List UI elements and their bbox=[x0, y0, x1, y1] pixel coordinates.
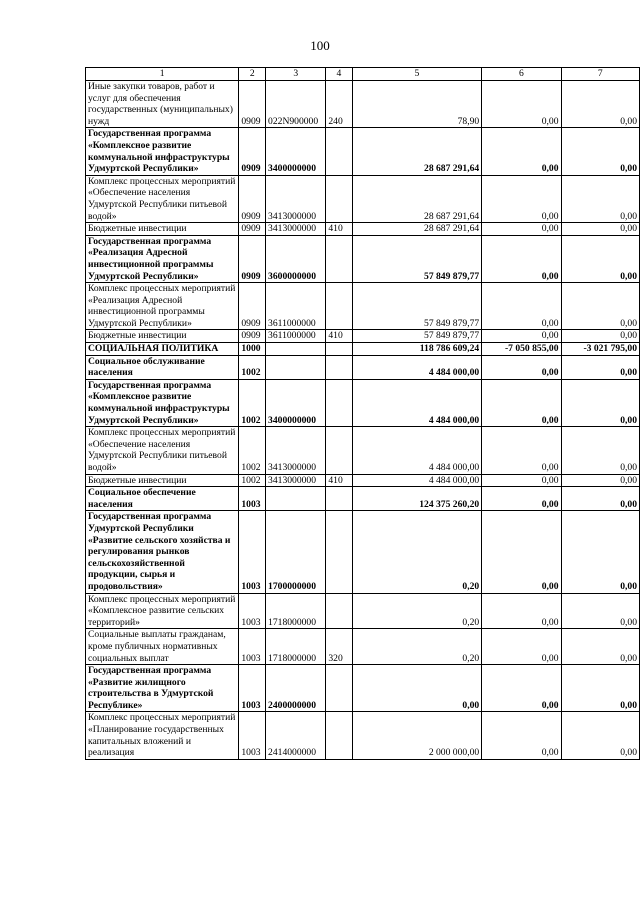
amount-cell: 0,20 bbox=[352, 511, 482, 593]
amount-cell: 0,00 bbox=[482, 128, 561, 175]
section-code-cell: 1002 bbox=[239, 355, 266, 379]
header-cell: 4 bbox=[326, 68, 352, 81]
header-cell: 3 bbox=[266, 68, 326, 81]
header-cell: 6 bbox=[482, 68, 561, 81]
item-name-cell: Комплекс процессных мероприятий «Реализация Адресной инвестиционной программы Удмуртской Республики» bbox=[86, 283, 239, 330]
amount-cell: 0,00 bbox=[482, 593, 561, 629]
section-code-cell: 0909 bbox=[239, 235, 266, 282]
amount-cell: 0,00 bbox=[482, 474, 561, 487]
target-article-cell: 1700000000 bbox=[266, 511, 326, 593]
target-article-cell: 3600000000 bbox=[266, 235, 326, 282]
table-row bbox=[86, 175, 640, 222]
amount-cell: 0,00 bbox=[561, 487, 639, 511]
amount-cell: 0,00 bbox=[561, 330, 639, 343]
item-name-cell: Комплекс процессных мероприятий «Обеспечение населения Удмуртской Республики питьевой водой» bbox=[86, 427, 239, 474]
amount-cell: 57 849 879,77 bbox=[352, 235, 482, 282]
target-article-cell bbox=[266, 343, 326, 356]
item-name-cell: Социальные выплаты гражданам, кроме публичных нормативных социальных выплат bbox=[86, 629, 239, 665]
table-row bbox=[86, 283, 640, 330]
amount-cell: 0,00 bbox=[561, 427, 639, 474]
item-name-cell: Государственная программа Удмуртской Республики «Развитие сельского хозяйства и регулирования рынков сельскохозяйственной продукции, сырья и продовольствия» bbox=[86, 511, 239, 593]
expense-type-cell bbox=[326, 379, 352, 426]
amount-cell: 0,00 bbox=[482, 665, 561, 712]
target-article-cell: 3413000000 bbox=[266, 175, 326, 222]
target-article-cell: 3413000000 bbox=[266, 223, 326, 236]
section-code-cell: 0909 bbox=[239, 330, 266, 343]
expense-type-cell bbox=[326, 665, 352, 712]
item-name-cell: Комплекс процессных мероприятий «Комплексное развитие сельских территорий» bbox=[86, 593, 239, 629]
amount-cell: 4 484 000,00 bbox=[352, 474, 482, 487]
amount-cell: 0,00 bbox=[482, 283, 561, 330]
expense-type-cell: 410 bbox=[326, 330, 352, 343]
amount-cell: -7 050 855,00 bbox=[482, 343, 561, 356]
expense-type-cell bbox=[326, 283, 352, 330]
amount-cell: 2 000 000,00 bbox=[352, 712, 482, 759]
target-article-cell: 1718000000 bbox=[266, 629, 326, 665]
expense-type-cell bbox=[326, 511, 352, 593]
section-code-cell: 0909 bbox=[239, 223, 266, 236]
amount-cell: 124 375 260,20 bbox=[352, 487, 482, 511]
table-row bbox=[86, 223, 640, 236]
expense-type-cell bbox=[326, 712, 352, 759]
table-row bbox=[86, 128, 640, 175]
table-row bbox=[86, 355, 640, 379]
header-cell: 2 bbox=[239, 68, 266, 81]
section-code-cell: 1003 bbox=[239, 629, 266, 665]
table-header-row bbox=[86, 68, 640, 81]
amount-cell: 0,00 bbox=[482, 81, 561, 128]
target-article-cell: 3413000000 bbox=[266, 474, 326, 487]
item-name-cell: СОЦИАЛЬНАЯ ПОЛИТИКА bbox=[86, 343, 239, 356]
item-name-cell: Бюджетные инвестиции bbox=[86, 223, 239, 236]
amount-cell: 118 786 609,24 bbox=[352, 343, 482, 356]
amount-cell: 0,00 bbox=[482, 379, 561, 426]
amount-cell: 0,00 bbox=[561, 128, 639, 175]
section-code-cell: 1003 bbox=[239, 511, 266, 593]
item-name-cell: Комплекс процессных мероприятий «Планирование государственных капитальных вложений и реализация bbox=[86, 712, 239, 759]
section-code-cell: 1003 bbox=[239, 712, 266, 759]
amount-cell: 0,00 bbox=[561, 665, 639, 712]
amount-cell: 0,00 bbox=[482, 629, 561, 665]
section-code-cell: 1000 bbox=[239, 343, 266, 356]
target-article-cell: 3413000000 bbox=[266, 427, 326, 474]
target-article-cell bbox=[266, 355, 326, 379]
amount-cell: 0,00 bbox=[561, 223, 639, 236]
amount-cell: 0,00 bbox=[352, 665, 482, 712]
target-article-cell: 022N900000 bbox=[266, 81, 326, 128]
target-article-cell bbox=[266, 487, 326, 511]
table-row bbox=[86, 712, 640, 759]
amount-cell: 0,00 bbox=[561, 593, 639, 629]
target-article-cell: 3611000000 bbox=[266, 283, 326, 330]
amount-cell: 0,00 bbox=[482, 427, 561, 474]
expense-type-cell bbox=[326, 427, 352, 474]
page-number: 100 bbox=[310, 38, 330, 53]
amount-cell: 0,00 bbox=[561, 355, 639, 379]
amount-cell: 57 849 879,77 bbox=[352, 330, 482, 343]
amount-cell: 0,00 bbox=[482, 235, 561, 282]
amount-cell: 28 687 291,64 bbox=[352, 223, 482, 236]
expense-type-cell: 320 bbox=[326, 629, 352, 665]
table-row bbox=[86, 665, 640, 712]
amount-cell: -3 021 795,00 bbox=[561, 343, 639, 356]
section-code-cell: 1002 bbox=[239, 427, 266, 474]
amount-cell: 0,00 bbox=[561, 511, 639, 593]
item-name-cell: Комплекс процессных мероприятий «Обеспечение населения Удмуртской Республики питьевой водой» bbox=[86, 175, 239, 222]
header-cell: 1 bbox=[86, 68, 239, 81]
section-code-cell: 1002 bbox=[239, 474, 266, 487]
table-row bbox=[86, 593, 640, 629]
amount-cell: 0,20 bbox=[352, 629, 482, 665]
item-name-cell: Социальное обслуживание населения bbox=[86, 355, 239, 379]
amount-cell: 0,00 bbox=[482, 223, 561, 236]
item-name-cell: Государственная программа «Комплексное развитие коммунальной инфраструктуры Удмуртской Республики» bbox=[86, 379, 239, 426]
item-name-cell: Государственная программа «Реализация Адресной инвестиционной программы Удмуртской Республики» bbox=[86, 235, 239, 282]
item-name-cell: Бюджетные инвестиции bbox=[86, 330, 239, 343]
header-cell: 5 bbox=[352, 68, 482, 81]
amount-cell: 0,00 bbox=[561, 712, 639, 759]
amount-cell: 4 484 000,00 bbox=[352, 427, 482, 474]
amount-cell: 28 687 291,64 bbox=[352, 175, 482, 222]
table-row bbox=[86, 629, 640, 665]
item-name-cell: Иные закупки товаров, работ и услуг для обеспечения государственных (муниципальных) нужд bbox=[86, 81, 239, 128]
section-code-cell: 0909 bbox=[239, 283, 266, 330]
section-code-cell: 0909 bbox=[239, 81, 266, 128]
table-row bbox=[86, 343, 640, 356]
table-row bbox=[86, 511, 640, 593]
expense-type-cell bbox=[326, 593, 352, 629]
expense-type-cell: 240 bbox=[326, 81, 352, 128]
amount-cell: 28 687 291,64 bbox=[352, 128, 482, 175]
target-article-cell: 1718000000 bbox=[266, 593, 326, 629]
expense-type-cell bbox=[326, 128, 352, 175]
table-row bbox=[86, 474, 640, 487]
section-code-cell: 1003 bbox=[239, 487, 266, 511]
target-article-cell: 3400000000 bbox=[266, 379, 326, 426]
amount-cell: 57 849 879,77 bbox=[352, 283, 482, 330]
expense-type-cell bbox=[326, 355, 352, 379]
amount-cell: 0,00 bbox=[482, 330, 561, 343]
target-article-cell: 2414000000 bbox=[266, 712, 326, 759]
item-name-cell: Государственная программа «Комплексное развитие коммунальной инфраструктуры Удмуртской Республики» bbox=[86, 128, 239, 175]
item-name-cell: Социальное обеспечение населения bbox=[86, 487, 239, 511]
amount-cell: 0,00 bbox=[482, 175, 561, 222]
target-article-cell: 2400000000 bbox=[266, 665, 326, 712]
expense-type-cell: 410 bbox=[326, 223, 352, 236]
section-code-cell: 0909 bbox=[239, 175, 266, 222]
table-row bbox=[86, 81, 640, 128]
target-article-cell: 3400000000 bbox=[266, 128, 326, 175]
expense-type-cell bbox=[326, 487, 352, 511]
section-code-cell: 1003 bbox=[239, 665, 266, 712]
target-article-cell: 3611000000 bbox=[266, 330, 326, 343]
expense-type-cell bbox=[326, 175, 352, 222]
section-code-cell: 1003 bbox=[239, 593, 266, 629]
amount-cell: 0,00 bbox=[561, 474, 639, 487]
expense-type-cell: 410 bbox=[326, 474, 352, 487]
amount-cell: 0,00 bbox=[482, 487, 561, 511]
table-row bbox=[86, 487, 640, 511]
expense-type-cell bbox=[326, 343, 352, 356]
amount-cell: 0,00 bbox=[561, 283, 639, 330]
amount-cell: 0,00 bbox=[482, 712, 561, 759]
amount-cell: 0,00 bbox=[561, 235, 639, 282]
section-code-cell: 1002 bbox=[239, 379, 266, 426]
budget-table bbox=[85, 67, 640, 760]
amount-cell: 0,00 bbox=[561, 81, 639, 128]
amount-cell: 4 484 000,00 bbox=[352, 379, 482, 426]
section-code-cell: 0909 bbox=[239, 128, 266, 175]
table-row bbox=[86, 379, 640, 426]
amount-cell: 0,00 bbox=[561, 379, 639, 426]
item-name-cell: Государственная программа «Развитие жилищного строительства в Удмуртской Республике» bbox=[86, 665, 239, 712]
table-row bbox=[86, 427, 640, 474]
amount-cell: 0,20 bbox=[352, 593, 482, 629]
amount-cell: 0,00 bbox=[482, 355, 561, 379]
amount-cell: 4 484 000,00 bbox=[352, 355, 482, 379]
header-cell: 7 bbox=[561, 68, 639, 81]
table-row bbox=[86, 235, 640, 282]
amount-cell: 0,00 bbox=[561, 175, 639, 222]
item-name-cell: Бюджетные инвестиции bbox=[86, 474, 239, 487]
expense-type-cell bbox=[326, 235, 352, 282]
amount-cell: 0,00 bbox=[482, 511, 561, 593]
amount-cell: 0,00 bbox=[561, 629, 639, 665]
table-row bbox=[86, 330, 640, 343]
amount-cell: 78,90 bbox=[352, 81, 482, 128]
